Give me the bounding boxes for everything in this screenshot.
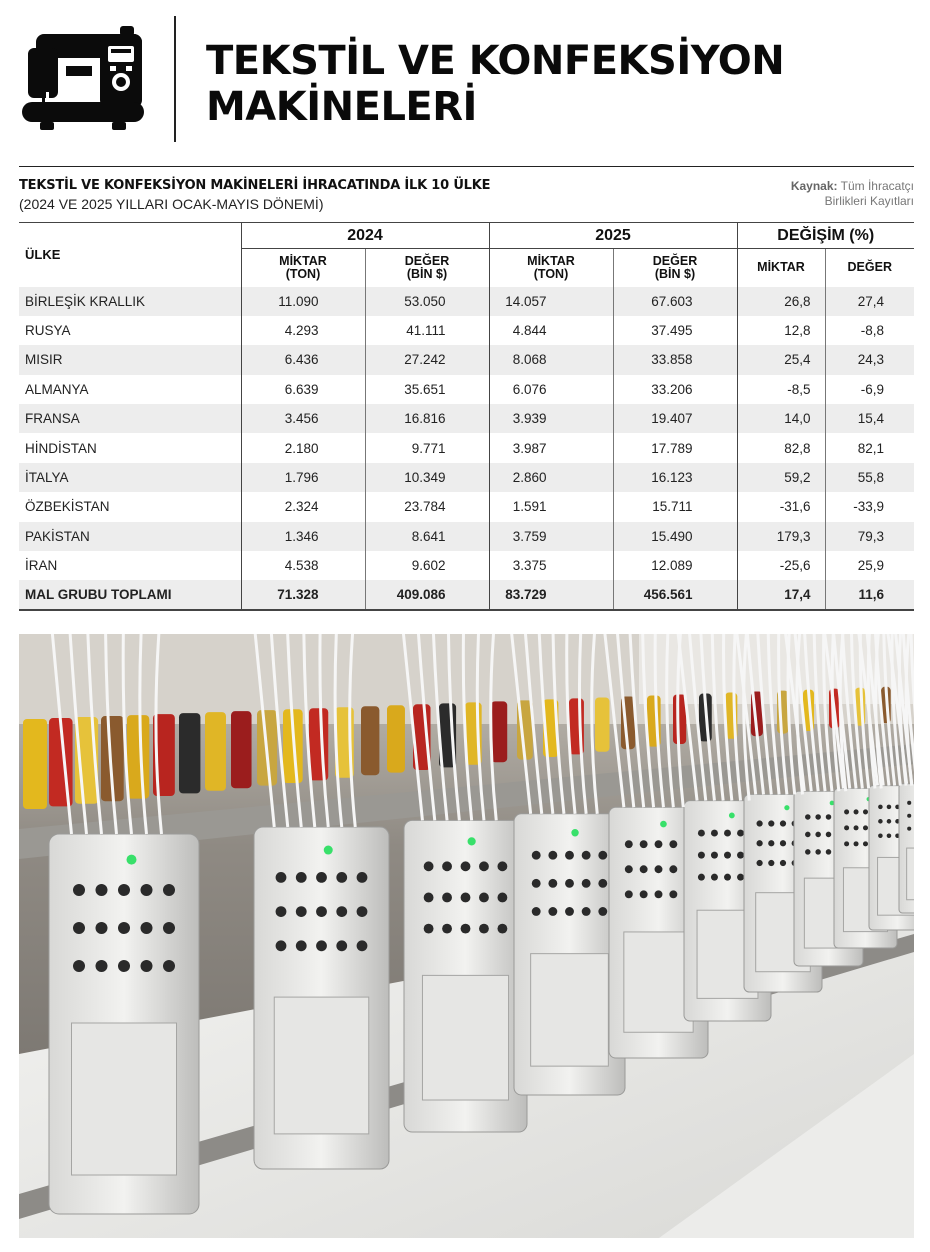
cell-q2025: 2.860	[489, 463, 613, 492]
cell-v2025: 15.490	[613, 522, 737, 551]
cell-cv: 82,1	[825, 433, 914, 462]
table-top-rule	[19, 166, 914, 167]
cell-cv: 24,3	[825, 345, 914, 374]
table-row	[19, 463, 914, 492]
cell-q2025: 14.057	[489, 287, 613, 316]
cell-v2024: 27.242	[365, 345, 489, 374]
cell-cq: 26,8	[737, 287, 825, 316]
source-line-2: Birlikleri Kayıtları	[824, 194, 914, 208]
cell-v2025: 16.123	[613, 463, 737, 492]
cell-country: PAKİSTAN	[19, 522, 241, 551]
export-table	[19, 222, 914, 611]
table-row	[19, 404, 914, 433]
cell-q2024: 1.796	[241, 463, 365, 492]
col-change: DEĞİŞİM (%)	[737, 223, 914, 249]
table-row	[19, 492, 914, 521]
cell-cq: 12,8	[737, 316, 825, 345]
cell-v2025: 19.407	[613, 404, 737, 433]
cell-v2024: 53.050	[365, 287, 489, 316]
cell-v2024: 35.651	[365, 375, 489, 404]
cell-cv: -33,9	[825, 492, 914, 521]
cell-q2024: 4.293	[241, 316, 365, 345]
cell-cv: -8,8	[825, 316, 914, 345]
cell-v2025: 37.495	[613, 316, 737, 345]
cell-country: ALMANYA	[25, 381, 89, 397]
cell-cq: 59,2	[737, 463, 825, 492]
cell-cq: 179,3	[737, 522, 825, 551]
cell-cq: -8,5	[737, 375, 825, 404]
cell-q2025: 1.591	[489, 492, 613, 521]
cell-v2024: 9.602	[365, 551, 489, 580]
title-line-2: MAKİNELERİ	[206, 84, 477, 130]
cell-v2025: 33.206	[613, 375, 737, 404]
cell-cv: 25,9	[825, 551, 914, 580]
total-cv: 11,6	[825, 580, 914, 609]
cell-v2024: 9.771	[365, 433, 489, 462]
cell-country: ÖZBEKİSTAN	[25, 499, 110, 515]
cell-country: MISIR	[19, 345, 241, 374]
cell-cq: -25,6	[737, 551, 825, 580]
cell-q2024: 2.180	[241, 433, 365, 462]
source-label: Kaynak:	[790, 179, 838, 193]
col-year-2025: 2025	[489, 223, 737, 249]
total-country: MAL GRUBU TOPLAMI	[19, 580, 241, 609]
embroidery-machine-photo	[19, 634, 914, 1238]
table-row	[19, 433, 914, 462]
cell-country: HİNDİSTAN	[25, 440, 97, 456]
cell-q2024: 4.538	[241, 551, 365, 580]
cell-cv: -6,9	[825, 375, 914, 404]
total-cq: 17,4	[737, 580, 825, 609]
col-change-qty: MİKTAR	[737, 249, 825, 287]
cell-q2025: 4.844	[489, 316, 613, 345]
table-row	[19, 316, 914, 345]
total-v2025: 456.561	[613, 580, 737, 609]
page-title	[206, 38, 906, 130]
total-v2024: 409.086	[365, 580, 489, 609]
total-row	[19, 580, 914, 609]
cell-cv: 27,4	[825, 287, 914, 316]
cell-country: RUSYA	[25, 323, 71, 339]
cell-country: İTALYA	[19, 463, 241, 492]
cell-q2025: 6.076	[489, 375, 613, 404]
col-val-2025: DEĞER (BİN $)	[613, 249, 737, 287]
cell-v2024: 23.784	[365, 492, 489, 521]
table-row	[19, 287, 914, 316]
cell-v2025: 12.089	[613, 551, 737, 580]
cell-cq: 25,4	[737, 345, 825, 374]
cell-q2025: 3.987	[489, 433, 613, 462]
cell-q2024: 11.090	[241, 287, 365, 316]
cell-country: BİRLEŞİK KRALLIK	[19, 287, 241, 316]
col-val-2024: DEĞER (BİN $)	[365, 249, 489, 287]
table-row	[19, 522, 914, 551]
table-row	[19, 345, 914, 374]
cell-cq: 14,0	[737, 404, 825, 433]
cell-country: FRANSA	[19, 404, 241, 433]
col-qty-2024: MİKTAR (TON)	[241, 249, 365, 287]
col-year-2024: 2024	[241, 223, 489, 249]
cell-v2024: 8.641	[365, 522, 489, 551]
title-line-1: TEKSTİL VE KONFEKSİYON	[206, 38, 785, 84]
cell-v2025: 17.789	[613, 433, 737, 462]
col-country: ÜLKE	[19, 223, 241, 287]
cell-q2024: 6.639	[241, 375, 365, 404]
cell-q2024: 3.456	[241, 404, 365, 433]
cell-q2025: 8.068	[489, 345, 613, 374]
cell-v2025: 67.603	[613, 287, 737, 316]
page-header	[0, 0, 930, 160]
cell-q2024: 1.346	[241, 522, 365, 551]
cell-v2024: 41.111	[365, 316, 489, 345]
cell-q2025: 3.939	[489, 404, 613, 433]
cell-cv: 55,8	[825, 463, 914, 492]
source-line-1: Tüm İhracatçı	[840, 179, 914, 193]
cell-q2024: 6.436	[241, 345, 365, 374]
cell-v2025: 33.858	[613, 345, 737, 374]
cell-cq: -31,6	[737, 492, 825, 521]
cell-q2025: 3.759	[489, 522, 613, 551]
table-subtitle: (2024 VE 2025 YILLARI OCAK-MAYIS DÖNEMİ)	[19, 196, 324, 212]
cell-q2024: 2.324	[241, 492, 365, 521]
cell-cv: 79,3	[825, 522, 914, 551]
cell-v2024: 16.816	[365, 404, 489, 433]
sewing-machine-icon	[22, 26, 144, 132]
source-note	[714, 179, 914, 209]
cell-v2024: 10.349	[365, 463, 489, 492]
total-q2025: 83.729	[489, 580, 613, 609]
table-row	[19, 375, 914, 404]
cell-country: İRAN	[25, 558, 58, 574]
col-change-val: DEĞER	[825, 249, 914, 287]
cell-v2025: 15.711	[613, 492, 737, 521]
table-title: TEKSTİL VE KONFEKSİYON MAKİNELERİ İHRACATINDA İLK 10 ÜLKE	[19, 178, 491, 193]
table-row	[19, 551, 914, 580]
cell-q2025: 3.375	[489, 551, 613, 580]
header-divider	[174, 16, 176, 142]
cell-cq: 82,8	[737, 433, 825, 462]
cell-cv: 15,4	[825, 404, 914, 433]
col-qty-2025: MİKTAR (TON)	[489, 249, 613, 287]
total-q2024: 71.328	[241, 580, 365, 609]
